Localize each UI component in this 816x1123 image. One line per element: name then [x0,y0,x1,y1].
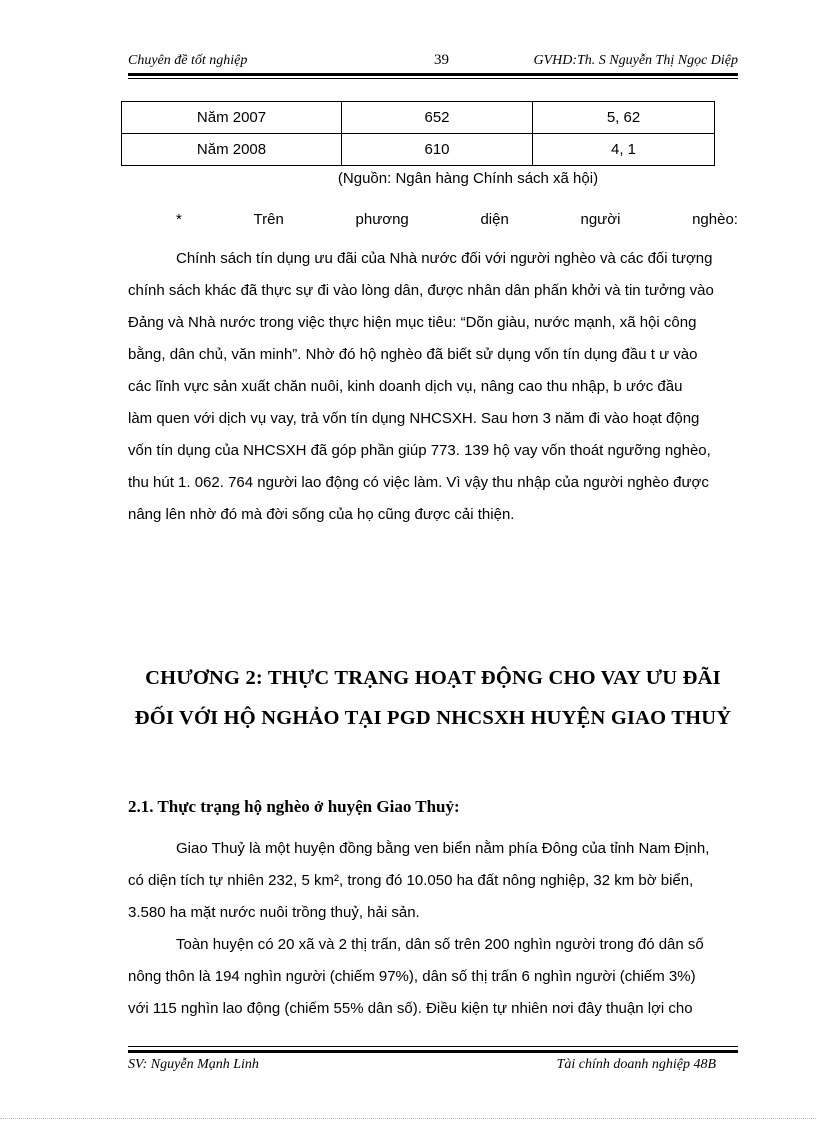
header-rule-thick [128,73,738,76]
footer-student: SV: Nguyễn Mạnh Linh [128,1057,259,1072]
subheading-word: phương [355,211,409,228]
page-header [128,50,738,72]
table-cell: 610 [342,134,533,166]
text-line: làm quen với dịch vụ vay, trả vốn tín dụng NHCSXH. Sau hơn 3 năm đi vào hoạt động [128,410,700,427]
text-line: Đảng và Nhà nước trong việc thực hiện mục tiêu: “Dõn giàu, nước mạnh, xã hội công [128,314,697,331]
text-line: nâng lên nhờ đó mà đời sống của họ cũng được cải thiện. [128,506,515,523]
table-cell: 4, 1 [533,134,715,166]
text-line: nông thôn là 194 nghìn người (chiếm 97%), dân số thị trấn 6 nghìn người (chiếm 3%) [128,968,696,985]
subheading-word: người [580,211,621,228]
text-line: vốn tín dụng của NHCSXH đã góp phần giúp 773. 139 hộ vay vốn thoát ngưỡng nghèo, [128,442,711,459]
footer-class: Tài chính doanh nghiệp 48B [556,1057,716,1072]
subheading-word: * [176,211,182,228]
subheading-word: nghèo: [692,211,738,228]
text-line: thu hút 1. 062. 764 người lao động có việc làm. Vì vậy thu nhập của người nghèo được [128,474,709,491]
text-line: với 115 nghìn lao động (chiếm 55% dân số). Điều kiện tự nhiên nơi đây thuận lợi cho [128,1000,693,1017]
subheading-word: Trên [253,211,284,228]
table-cell: Năm 2007 [122,102,342,134]
table-cell: 652 [342,102,533,134]
section-title: 2.1. Thực trạng hộ nghèo ở huyện Giao Thuỷ: [128,797,460,816]
subheading [176,210,738,230]
page-footer [128,1055,716,1075]
text-line: bằng, dân chủ, văn minh”. Nhờ đó hộ nghèo đã biết sử dụng vốn tín dụng đầu t ư vào [128,346,698,363]
table-cell: Năm 2008 [122,134,342,166]
source-note: (Nguồn: Ngân hàng Chính sách xã hội) [337,170,599,187]
text-line: Toàn huyện có 20 xã và 2 thị trấn, dân số trên 200 nghìn người trong đó dân số [176,936,704,953]
chapter-title-line-2: ĐỐI VỚI HỘ NGHẢO TẠI PGD NHCSXH HUYỆN GIAO THUỶ [134,707,732,729]
table-row [122,102,715,134]
text-line: có diện tích tự nhiên 232, 5 km², trong đó 10.050 ha đất nông nghiệp, 32 km bờ biển, [128,872,694,889]
text-line: Giao Thuỷ là một huyện đồng bằng ven biển nằm phía Đông của tỉnh Nam Định, [176,840,710,857]
data-table [121,101,715,166]
text-line: Chính sách tín dụng ưu đãi của Nhà nước đối với người nghèo và các đối tượng [176,250,713,267]
header-title: Chuyên đề tốt nghiệp [128,53,248,68]
header-rule-thin [128,78,738,79]
footer-rule-thin [128,1046,738,1047]
page-number: 39 [434,52,449,68]
chapter-title-line-1: CHƯƠNG 2: THỰC TRẠNG HOẠT ĐỘNG CHO VAY ƯU ĐÃI [145,667,721,689]
text-line: 3.580 ha mặt nước nuôi trồng thuỷ, hải sản. [128,904,420,921]
table-row [122,134,715,166]
page-bottom-border [0,1118,816,1119]
table-cell: 5, 62 [533,102,715,134]
subheading-word: diện [480,211,509,228]
footer-rule-thick [128,1050,738,1053]
text-line: các lĩnh vực sản xuất chăn nuôi, kinh doanh dịch vụ, nâng cao thu nhập, b ước đầu [128,378,683,395]
text-line: chính sách khác đã thực sự đi vào lòng dân, được nhân dân phấn khởi và tin tưởng vào [128,282,714,299]
header-advisor: GVHD:Th. S Nguyễn Thị Ngọc Diệp [533,53,738,68]
